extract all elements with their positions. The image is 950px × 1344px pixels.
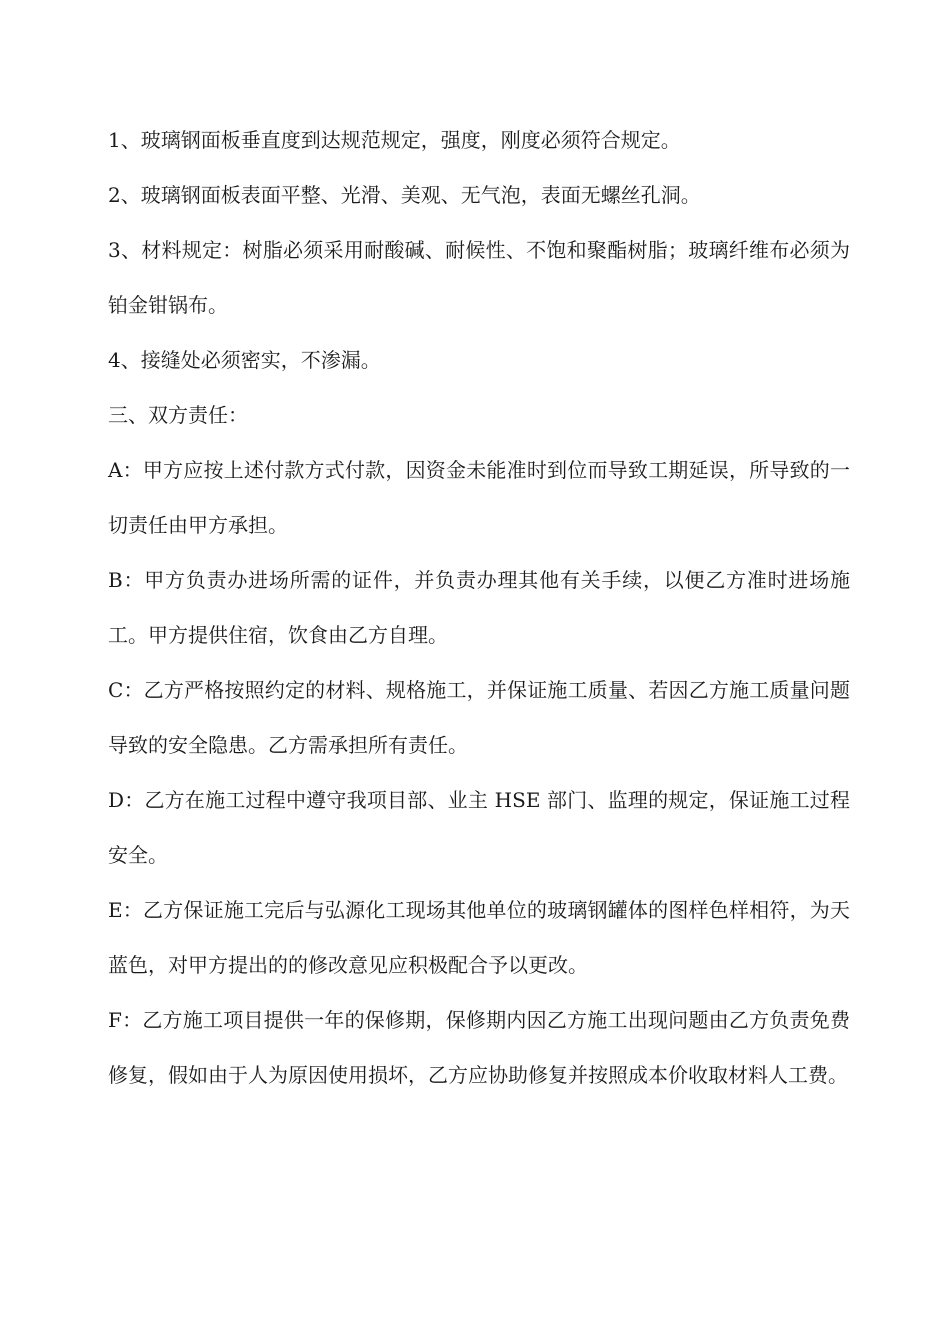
- paragraph-clause-e: E：乙方保证施工完后与弘源化工现场其他单位的玻璃钢罐体的图样色样相符，为天蓝色，对甲方提出的的修改意见应积极配合予以更改。: [108, 898, 850, 977]
- section-heading-responsibilities: 三、双方责任：: [108, 403, 248, 427]
- paragraph-clause-a: A：甲方应按上述付款方式付款，因资金未能准时到位而导致工期延误，所导致的一切责任由甲方承担。: [108, 458, 850, 537]
- document-page: [108, 113, 850, 1103]
- paragraph-clause-d: D：乙方在施工过程中遵守我项目部、业主 HSE 部门、监理的规定，保证施工过程安全。: [108, 788, 850, 867]
- paragraph-req-4: 4、接缝处必须密实，不渗漏。: [108, 348, 381, 372]
- paragraph-req-2: 2、玻璃钢面板表面平整、光滑、美观、无气泡，表面无螺丝孔洞。: [108, 183, 701, 207]
- paragraph-clause-b: B：甲方负责办进场所需的证件，并负责办理其他有关手续，以便乙方准时进场施工。甲方提供住宿，饮食由乙方自理。: [108, 568, 850, 647]
- paragraph-req-3: 3、材料规定：树脂必须采用耐酸碱、耐候性、不饱和聚酯树脂；玻璃纤维布必须为铂金钳锅布。: [108, 238, 850, 317]
- paragraph-clause-f: F：乙方施工项目提供一年的保修期，保修期内因乙方施工出现问题由乙方负责免费修复，假如由于人为原因使用损坏，乙方应协助修复并按照成本价收取材料人工费。: [108, 1008, 850, 1087]
- paragraph-req-1: 1、玻璃钢面板垂直度到达规范规定，强度，刚度必须符合规定。: [108, 128, 681, 152]
- paragraph-clause-c: C：乙方严格按照约定的材料、规格施工，并保证施工质量、若因乙方施工质量问题导致的安全隐患。乙方需承担所有责任。: [108, 678, 850, 757]
